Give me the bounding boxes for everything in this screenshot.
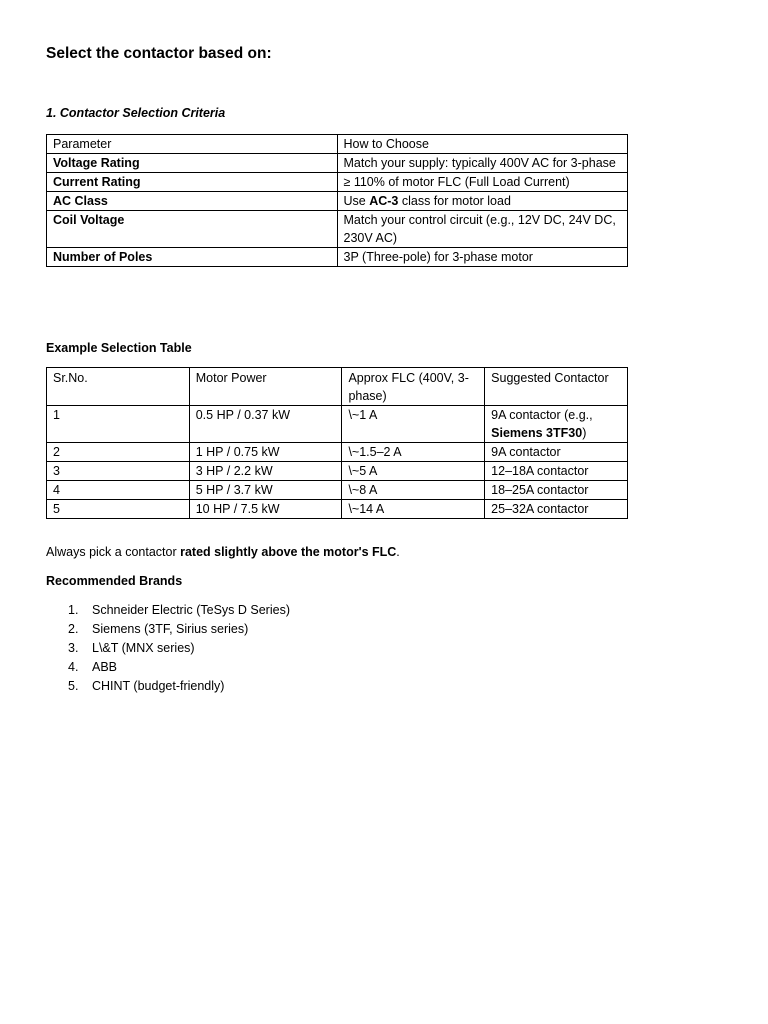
sr-cell: 1 [47,406,190,443]
contactor-cell: 12–18A contactor [485,462,628,481]
power-cell: 5 HP / 3.7 kW [189,481,342,500]
brand-name: Schneider Electric (TeSys D Series) [92,603,290,617]
choose-text: class for motor load [398,194,511,208]
table-row [47,462,628,481]
brand-name: Siemens (3TF, Sirius series) [92,622,249,636]
table-row [47,211,628,248]
parameter-cell: Number of Poles [47,248,338,267]
header-cell: Approx FLC (400V, 3-phase) [342,368,485,406]
parameter-cell: Coil Voltage [47,211,338,248]
contactor-text: ) [582,426,587,440]
list-number: 4. [68,660,79,674]
flc-cell: \~14 A [342,500,485,519]
table-row [47,500,628,519]
flc-cell: \~8 A [342,481,485,500]
selection-note [46,543,400,561]
brand-name: ABB [92,660,118,674]
sr-cell: 3 [47,462,190,481]
power-cell: 3 HP / 2.2 kW [189,462,342,481]
header-cell: How to Choose [337,135,628,154]
brand-name: CHINT (budget-friendly) [92,679,225,693]
parameter-cell: Current Rating [47,173,338,192]
table-row [47,248,628,267]
contactor-cell: 25–32A contactor [485,500,628,519]
choose-bold-text: AC-3 [369,194,399,208]
power-cell: 0.5 HP / 0.37 kW [189,406,342,443]
table-row [47,154,628,173]
sr-cell: 4 [47,481,190,500]
parameter-cell: Voltage Rating [47,154,338,173]
criteria-table [46,134,628,267]
table-row [47,443,628,462]
header-cell: Parameter [47,135,338,154]
header-cell: Sr.No. [47,368,190,406]
table-row [47,406,628,443]
flc-cell: \~1 A [342,406,485,443]
table-row [47,192,628,211]
choose-cell: 3P (Three-pole) for 3-phase motor [337,248,628,267]
flc-cell: \~1.5–2 A [342,443,485,462]
contactor-cell: 18–25A contactor [485,481,628,500]
note-text: . [396,545,400,559]
table-header-row [47,135,628,154]
power-cell: 10 HP / 7.5 kW [189,500,342,519]
list-number: 5. [68,679,79,693]
choose-cell: ≥ 110% of motor FLC (Full Load Current) [337,173,628,192]
list-number: 3. [68,641,79,655]
choose-cell: Match your control circuit (e.g., 12V DC, 24V DC, 230V AC) [337,211,628,248]
note-bold-text: rated slightly above the motor's FLC [180,545,397,559]
brands-heading: Recommended Brands [46,574,183,588]
list-item [68,620,290,639]
table-header-row [47,368,628,406]
contactor-bold-text: Siemens 3TF30 [491,426,583,440]
list-item [68,639,290,658]
note-text: Always pick a contactor [46,545,181,559]
criteria-section-heading: 1. Contactor Selection Criteria [46,106,226,120]
page-title: Select the contactor based on: [46,45,272,62]
contactor-cell: 9A contactor [485,443,628,462]
list-number: 1. [68,603,79,617]
list-number: 2. [68,622,79,636]
flc-cell: \~5 A [342,462,485,481]
example-table [46,367,628,519]
parameter-cell: AC Class [47,192,338,211]
example-section-heading: Example Selection Table [46,341,192,355]
table-row [47,481,628,500]
contactor-cell [485,406,628,443]
header-cell: Suggested Contactor [485,368,628,406]
sr-cell: 2 [47,443,190,462]
choose-text: Use [343,194,370,208]
choose-cell [337,192,628,211]
power-cell: 1 HP / 0.75 kW [189,443,342,462]
brand-name: L\&T (MNX series) [92,641,195,655]
contactor-text: 9A contactor (e.g., [491,408,593,422]
sr-cell: 5 [47,500,190,519]
brand-list [68,601,290,696]
list-item [68,658,290,677]
list-item [68,677,290,696]
header-cell: Motor Power [189,368,342,406]
list-item [68,601,290,620]
choose-cell: Match your supply: typically 400V AC for 3-phase [337,154,628,173]
table-row [47,173,628,192]
